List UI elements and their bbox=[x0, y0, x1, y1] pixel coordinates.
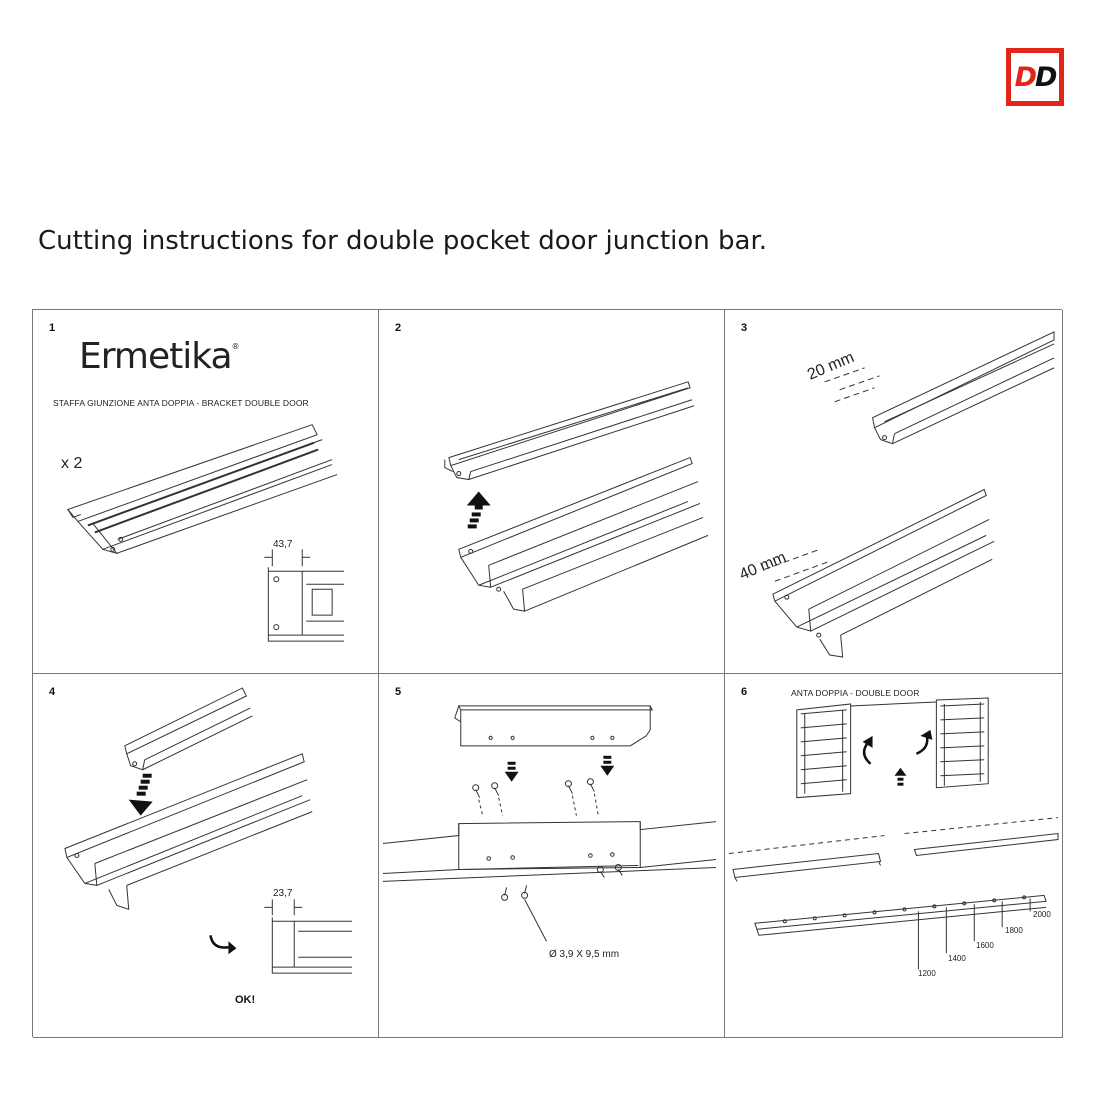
panel-1-drawing bbox=[33, 310, 378, 673]
top-beam bbox=[851, 702, 937, 706]
dd-logo bbox=[1006, 48, 1064, 106]
dd-logo-letter-1: D bbox=[1014, 61, 1035, 93]
dimension-label-23-7: 23,7 bbox=[273, 888, 293, 899]
rail-channel bbox=[459, 458, 708, 612]
panel-2 bbox=[379, 310, 725, 674]
size-label-1600: 1600 bbox=[976, 941, 994, 950]
size-leaders bbox=[918, 898, 1030, 969]
instruction-grid bbox=[32, 309, 1062, 1037]
cut-bracket-piece bbox=[445, 382, 694, 480]
ok-label: OK! bbox=[235, 994, 256, 1006]
cut-length-top: 20 mm bbox=[805, 348, 857, 384]
panel-5-drawing bbox=[379, 674, 724, 1037]
size-label-2000: 2000 bbox=[1033, 910, 1051, 919]
up-arrow bbox=[467, 492, 491, 529]
size-label-1200: 1200 bbox=[918, 969, 936, 978]
rail-segments bbox=[729, 818, 1058, 882]
panel-1 bbox=[33, 310, 379, 674]
brand-mark: ® bbox=[231, 342, 239, 351]
screw-spec-label: Ø 3,9 X 9,5 mm bbox=[549, 949, 620, 960]
joined-rails bbox=[383, 822, 716, 882]
double-rail-profile bbox=[68, 425, 337, 554]
step-number-5: 5 bbox=[395, 686, 402, 698]
panel-3 bbox=[725, 310, 1063, 674]
panel-6 bbox=[725, 674, 1063, 1038]
quantity-label: x 2 bbox=[61, 455, 83, 472]
dimension-label-43-7: 43,7 bbox=[273, 539, 293, 550]
joining-bracket bbox=[455, 706, 652, 746]
cut-length-bottom: 40 mm bbox=[737, 548, 789, 584]
down-arrow bbox=[129, 774, 153, 816]
lower-profile-cut bbox=[765, 490, 994, 658]
panel-4-drawing bbox=[33, 674, 378, 1037]
panel-4 bbox=[33, 674, 379, 1038]
dd-logo-letter-2: D bbox=[1035, 61, 1056, 93]
panel-3-drawing bbox=[725, 310, 1062, 673]
rotate-arrows bbox=[863, 730, 933, 764]
down-arrows bbox=[505, 756, 615, 782]
step-number-4: 4 bbox=[49, 686, 56, 698]
screws-top bbox=[473, 779, 599, 816]
double-door-caption: ANTA DOPPIA - DOUBLE DOOR bbox=[791, 688, 920, 698]
panel-6-drawing bbox=[725, 674, 1062, 1037]
up-arrow-small bbox=[894, 768, 906, 786]
step-number-6: 6 bbox=[741, 686, 748, 698]
pocket-frame-left bbox=[797, 704, 851, 798]
short-bracket-piece bbox=[125, 688, 253, 770]
cut-detail bbox=[264, 899, 352, 973]
step-number-2: 2 bbox=[395, 322, 402, 334]
bracket-detail bbox=[264, 549, 344, 641]
size-label-1400: 1400 bbox=[948, 954, 966, 963]
upper-profile-cut bbox=[825, 332, 1054, 444]
pocket-frame-right bbox=[936, 698, 988, 788]
size-label-1800: 1800 bbox=[1005, 926, 1023, 935]
main-channel bbox=[65, 754, 312, 910]
brand-text: Ermetika bbox=[79, 336, 232, 377]
screws-bottom bbox=[502, 885, 547, 941]
panel-2-drawing bbox=[379, 310, 724, 673]
bracket-caption: STAFFA GIUNZIONE ANTA DOPPIA - BRACKET DOUBLE DOOR bbox=[53, 398, 309, 408]
page-title: Cutting instructions for double pocket door junction bar. bbox=[38, 226, 768, 256]
dd-logo-text bbox=[1015, 62, 1056, 93]
step-number-3: 3 bbox=[741, 322, 748, 334]
panel-5 bbox=[379, 674, 725, 1038]
step-number-1: 1 bbox=[49, 322, 56, 334]
dd-logo-inner bbox=[1011, 53, 1059, 101]
rotate-arrow-icon bbox=[210, 935, 236, 954]
